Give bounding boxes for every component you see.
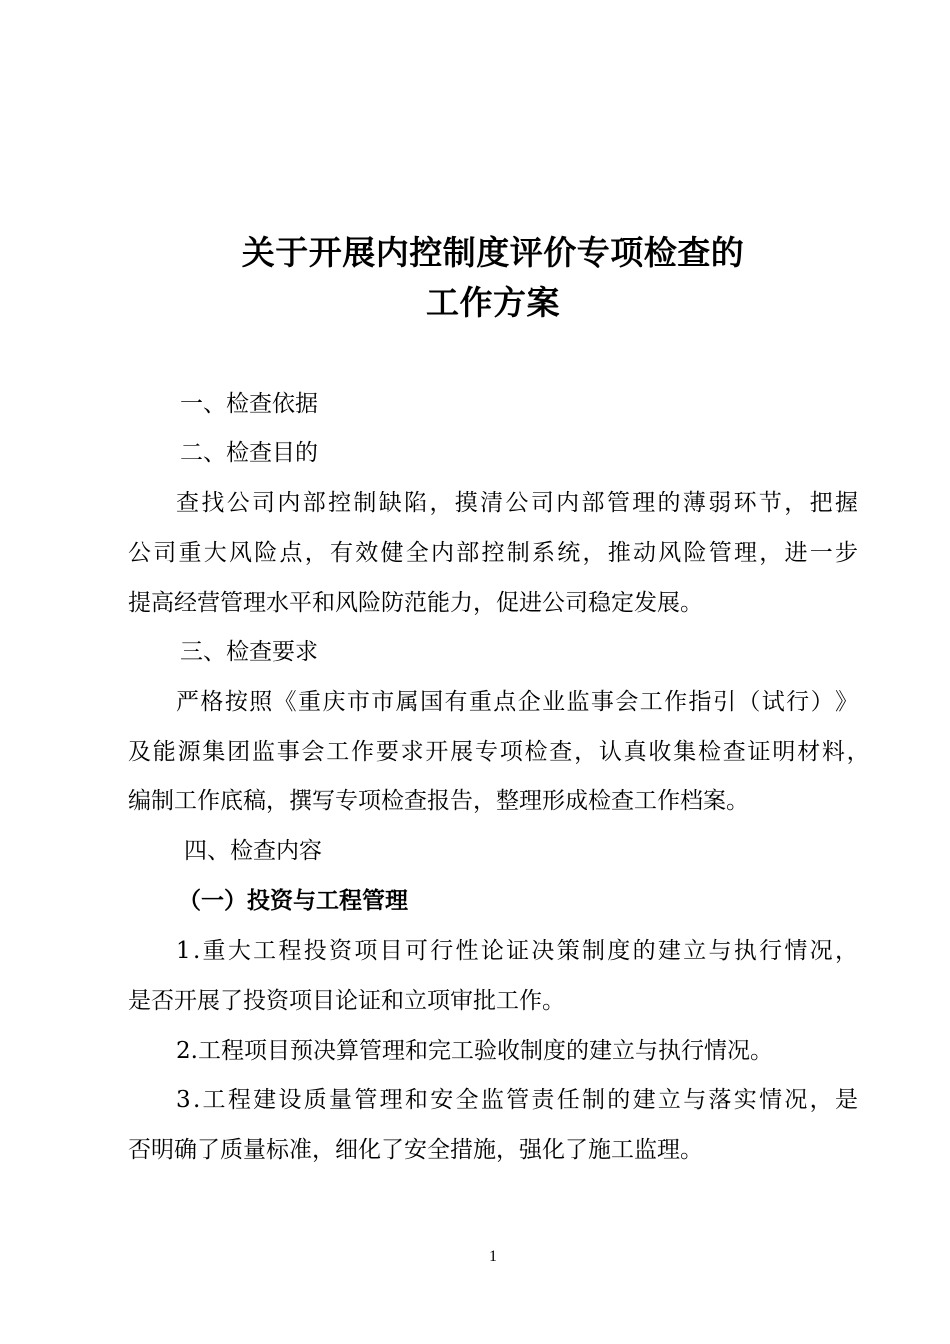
list-item-line: 否明确了质量标准，细化了安全措施，强化了施工监理。 <box>128 1137 703 1163</box>
list-item-line: 是否开展了投资项目论证和立项审批工作。 <box>128 988 565 1014</box>
document-title-line-2: 工作方案 <box>426 283 560 322</box>
list-item-line: 2.工程项目预决算管理和完工验收制度的建立与执行情况。 <box>176 1038 773 1064</box>
list-item-line: 1 . 重 大 工 程 投 资 项 目 可 行 性 论 证 决 策 制 度 的 建 立 与 执 行 情 况 ， <box>176 938 858 964</box>
document-title-line-1: 关于开展内控制度评价专项检查的 <box>241 233 745 272</box>
paragraph-line: 编制工作底稿，撰写专项检查报告，整理形成检查工作档案。 <box>128 788 749 814</box>
paragraph-line: 查 找 公 司 内 部 控 制 缺 陷 ， 摸 清 公 司 内 部 管 理 的 薄 弱 环 节 ， 把 握 <box>176 490 858 516</box>
section-heading-content: 四、检查内容 <box>184 838 322 864</box>
section-heading-basis: 一、检查依据 <box>180 391 318 417</box>
paragraph-line: 公 司 重 大 风 险 点 ， 有 效 健 全 内 部 控 制 系 统 ， 推 动 风 险 管 理 ， 进 一 步 <box>128 540 858 566</box>
section-heading-requirements: 三、检查要求 <box>180 639 318 665</box>
paragraph-line: 严 格 按 照 《 重 庆 市 市 属 国 有 重 点 企 业 监 事 会 工 作 指 引 （ 试 行 ） 》 <box>176 689 858 715</box>
section-heading-purpose: 二、检查目的 <box>180 440 318 466</box>
paragraph-line: 及 能 源 集 团 监 事 会 工 作 要 求 开 展 专 项 检 查 ， 认 真 收 集 检 查 证 明 材 料 ， <box>128 739 870 765</box>
paragraph-line: 提高经营管理水平和风险防范能力，促进公司稳定发展。 <box>128 590 703 616</box>
subsection-heading-investment: （一）投资与工程管理 <box>178 888 408 914</box>
list-item-line: 3 . 工 程 建 设 质 量 管 理 和 安 全 监 管 责 任 制 的 建 立 与 落 实 情 况 ， 是 <box>176 1087 858 1113</box>
page-number: 1 <box>489 1248 497 1265</box>
